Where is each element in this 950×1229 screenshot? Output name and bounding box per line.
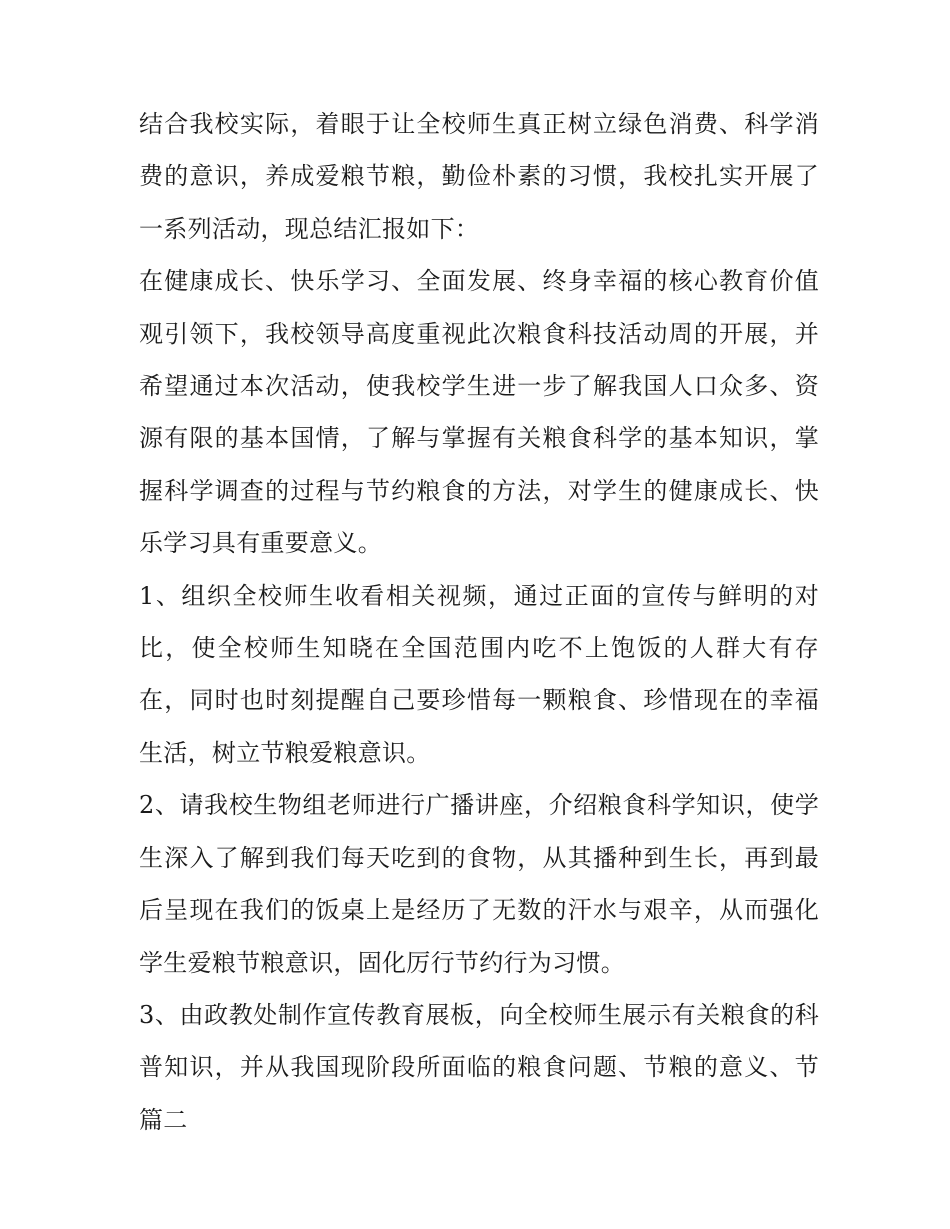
paragraph-item-1: 1、组织全校师生收看相关视频，通过正面的宣传与鲜明的对比，使全校师生知晓在全国范围内吃不上饱饭的人群大有存在，同时也时刻提醒自己要珍惜每一颗粮食、珍惜现在的幸福生活，树立节粮爱粮意识。 [139, 581, 819, 767]
paragraph-intro: 结合我校实际，着眼于让全校师生真正树立绿色消费、科学消费的意识，养成爱粮节粮，勤俭朴素的习惯，我校扎实开展了一系列活动，现总结汇报如下： [139, 110, 819, 243]
paragraph-background: 在健康成长、快乐学习、全面发展、终身幸福的核心教育价值观引领下，我校领导高度重视此次粮食科技活动周的开展，并希望通过本次活动，使我校学生进一步了解我国人口众多、资源有限的基本国情，了解与掌握有关粮食科学的基本知识，掌握科学调查的过程与节约粮食的方法，对学生的健康成长、快乐学习具有重要意义。 [139, 267, 819, 558]
paragraph-item-2: 2、请我校生物组老师进行广播讲座，介绍粮食科学知识，使学生深入了解到我们每天吃到的食物，从其播种到生长，再到最后呈现在我们的饭桌上是经历了无数的汗水与艰辛，从而强化学生爱粮节粮意识，固化厉行节约行为习惯。 [139, 791, 819, 977]
paragraph-item-3: 3、由政教处制作宣传教育展板，向全校师生展示有关粮食的科普知识，并从我国现阶段所面临的粮食问题、节粮的意义、节篇二 [139, 1000, 819, 1134]
document-body [139, 98, 819, 1146]
